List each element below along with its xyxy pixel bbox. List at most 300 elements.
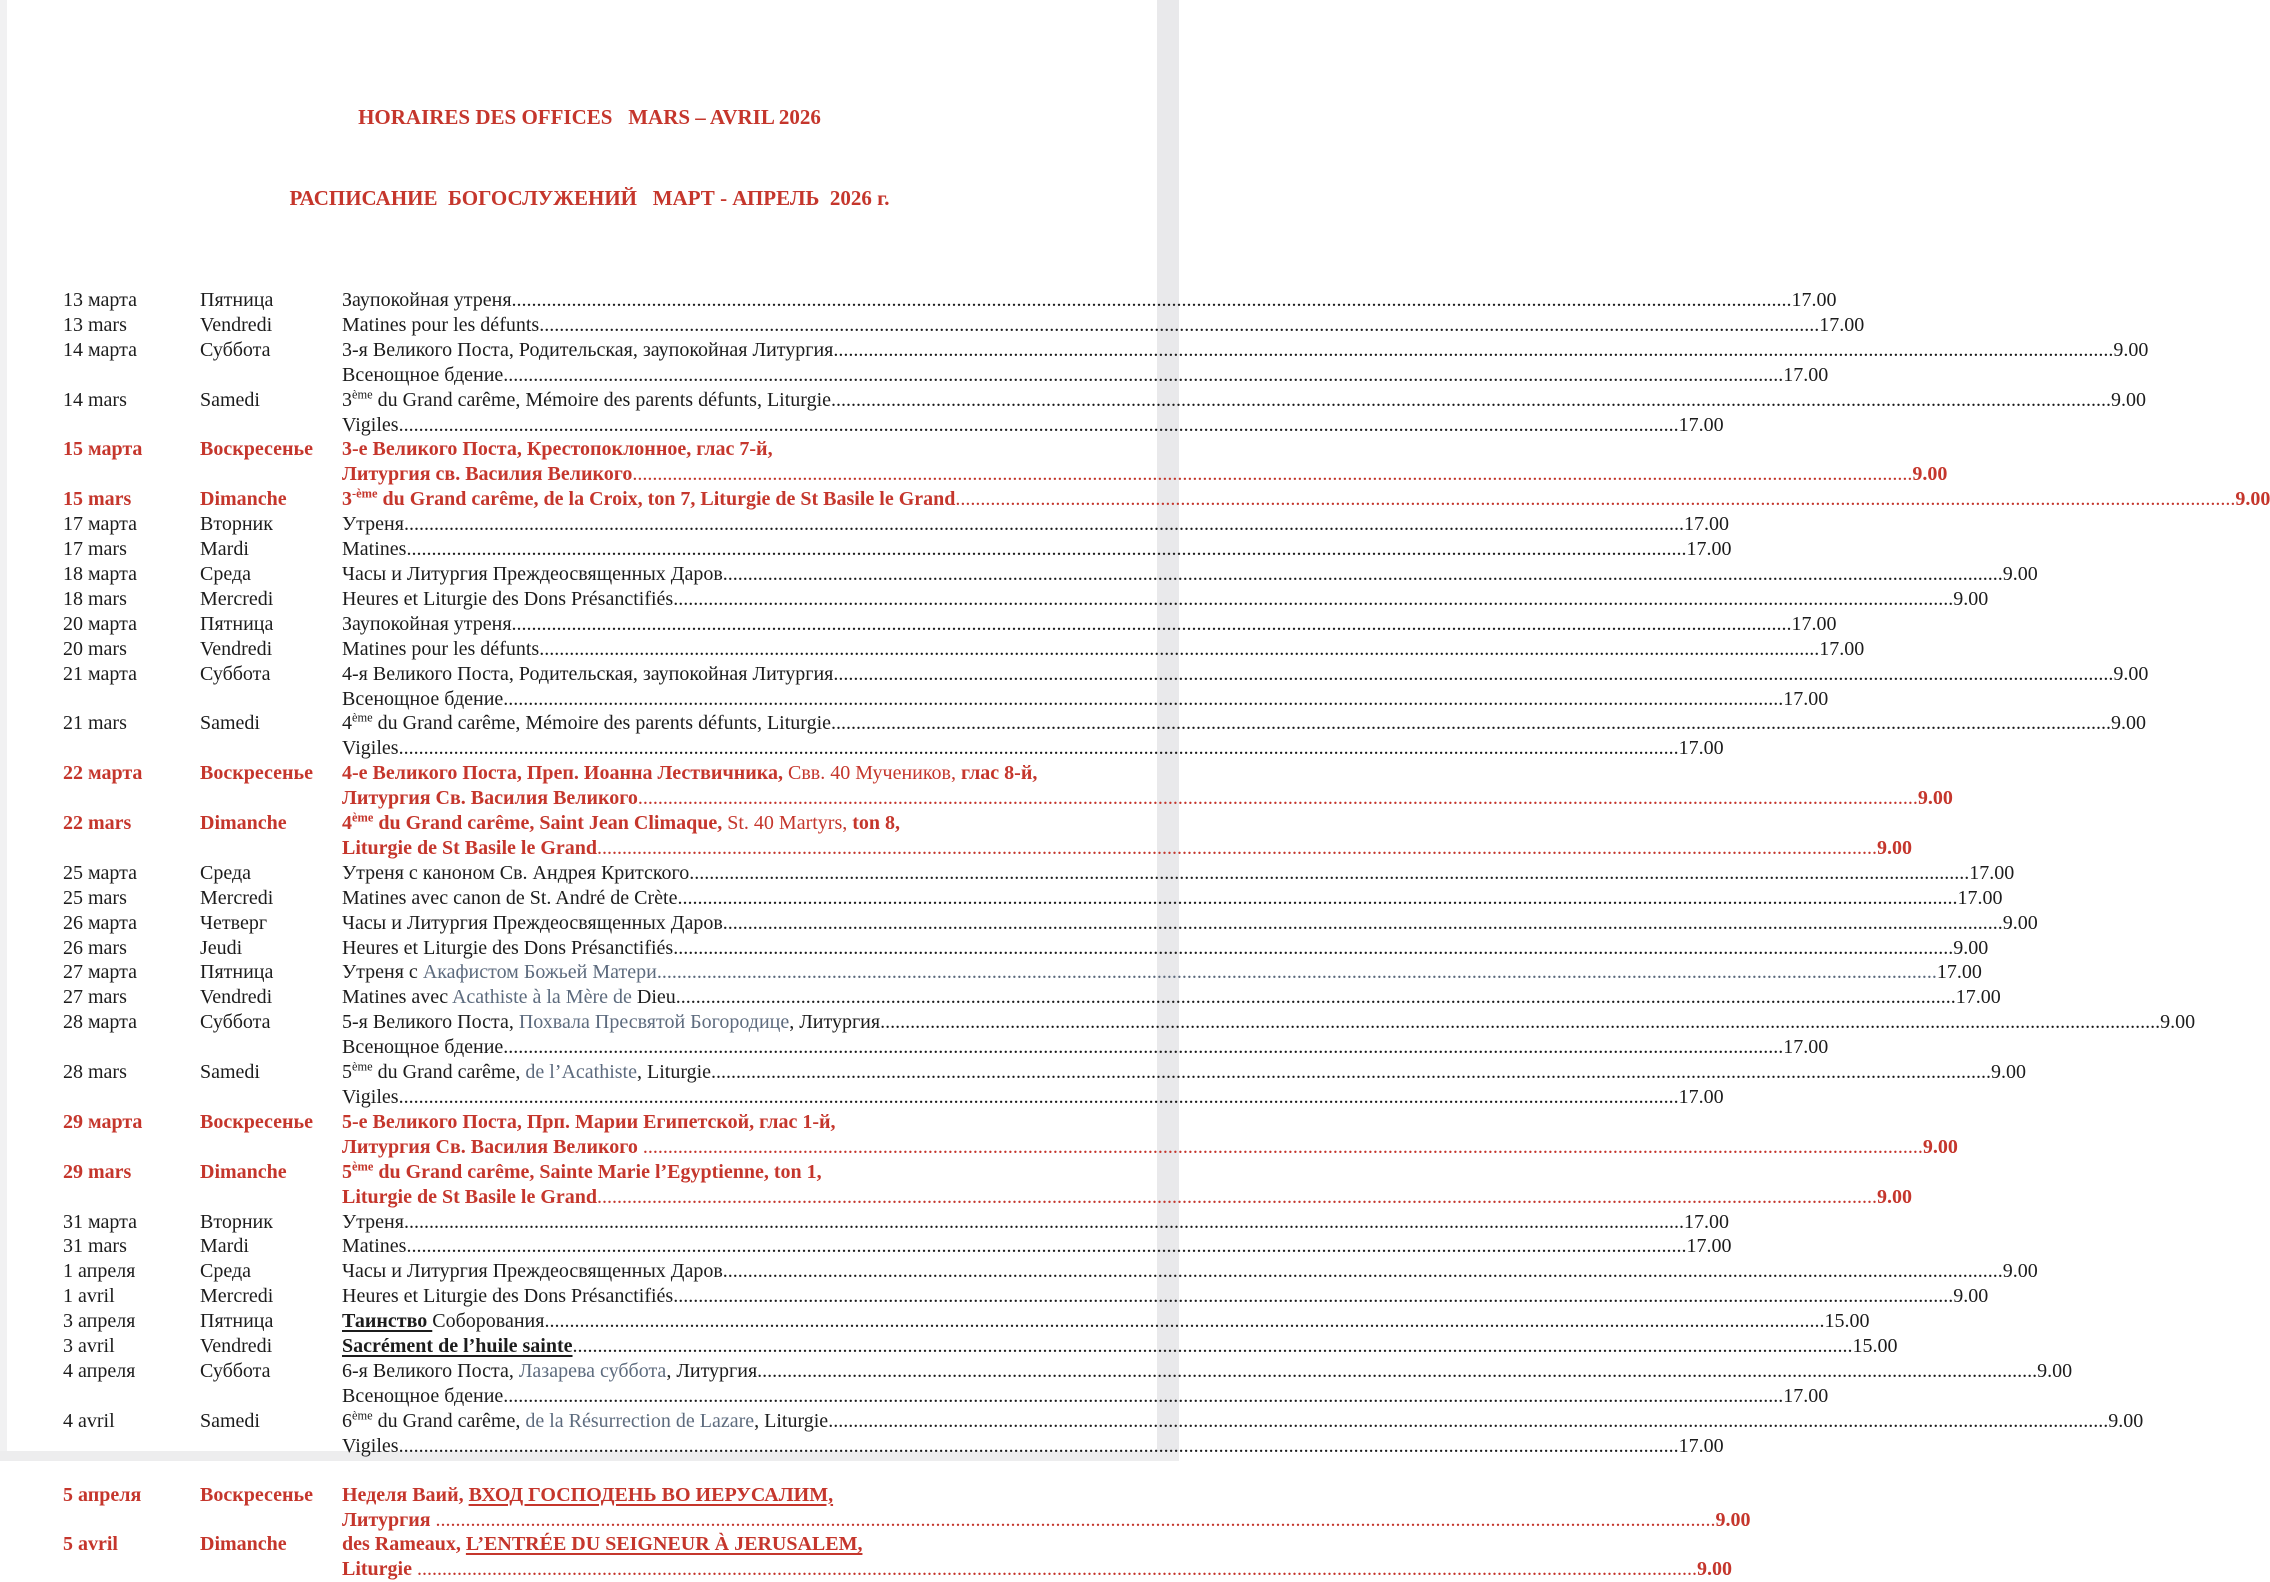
row-description [342,710,2147,736]
service-text-segment: Heures et Liturgie des Dons Présanctifiés [342,936,674,959]
row-time: 17.00 [1678,1434,1724,1457]
dot-leader [828,1409,2108,1434]
row-service-text [342,911,723,936]
row-date: 28 марта [63,1011,137,1034]
row-description [342,587,1989,612]
schedule-row [63,1085,1724,1110]
row-description [342,1434,1724,1459]
row-description [342,1185,1912,1210]
service-text-segment: Heures et Liturgie des Dons Présanctifiés [342,1285,674,1308]
schedule-row [63,338,2149,363]
row-time: 17.00 [1783,1036,1829,1059]
service-text-segment: 4-я Великого Поста, Родительская, заупокойная Литургия [342,662,834,685]
dot-leader [539,313,1819,338]
row-day [200,413,342,438]
row-service-text [342,1259,723,1284]
schedule-row [63,1160,1113,1185]
schedule-row [63,363,1829,388]
row-day: Vendredi [200,986,273,1009]
row-day: Пятница [200,1310,274,1333]
row-description [342,1059,2027,1085]
row-time: 9.00 [1922,1135,1958,1158]
row-day: Mardi [200,1235,249,1258]
row-day: Dimanche [200,1160,287,1183]
row-service-text [342,761,1037,786]
service-text-segment: Всенощное бдение [342,687,504,710]
service-text-segment: 5 [342,1160,352,1183]
dot-leader [539,637,1819,662]
dot-leader [404,1210,1684,1235]
dot-leader [512,612,1792,637]
service-text-segment: Matines avec canon de St. André de Crète [342,886,678,909]
row-date: 3 апреля [63,1310,136,1333]
service-text-segment: Литургия [342,1508,436,1531]
schedule-row [63,662,2149,687]
row-date: 27 mars [63,986,127,1009]
row-date: 25 марта [63,861,137,884]
row-service-text [342,512,404,537]
row-date: 1 апреля [63,1260,136,1283]
row-day: Mardi [200,538,249,561]
service-text-segment: ème [352,1159,374,1174]
dot-leader [657,960,1937,985]
service-text-segment: Похвала Пресвятой Богородице [518,1011,790,1034]
row-date: 14 марта [63,338,137,361]
row-day: Dimanche [200,1533,287,1556]
row-day: Среда [200,562,252,585]
row-day: Суббота [200,338,271,361]
service-text-segment: 6-я Великого Поста, [342,1359,519,1382]
service-text-segment: Акафистом Божьей Матери [422,961,657,984]
dot-leader [632,462,1912,487]
row-description [342,386,2147,413]
row-date [63,1135,200,1160]
row-date: 17 mars [63,538,127,561]
service-text-segment: Всенощное бдение [342,1036,504,1059]
row-service-text [342,1135,643,1160]
row-description [342,1085,1724,1110]
row-description [342,1110,1113,1135]
row-date: 17 марта [63,513,137,536]
row-service-text [342,811,900,836]
row-date: 5 avril [63,1533,118,1556]
service-text-segment: Утреня с [342,961,423,984]
row-date [63,1035,200,1060]
row-date: 22 mars [63,812,132,835]
row-time: 9.00 [2002,911,2038,934]
service-text-segment: 6 [342,1409,352,1432]
row-day: Mercredi [200,886,274,909]
row-description [342,1234,1732,1259]
row-day [200,736,342,761]
row-description [342,1483,1113,1508]
dot-leader [673,1284,1953,1309]
dot-leader [406,537,1686,562]
dot-leader [573,1334,1853,1359]
service-text-segment: St. 40 Martyrs, [727,812,853,835]
schedule-row [63,288,1837,313]
schedule-row [63,437,1113,462]
schedule-row [63,612,1837,637]
row-description [342,512,1729,537]
row-day: Dimanche [200,812,287,835]
service-text-segment: Vigiles [342,1434,399,1457]
schedule-row [63,413,1724,438]
schedule-row [63,710,2147,736]
dot-leader [544,1309,1824,1334]
service-text-segment: des Rameaux, [342,1533,466,1556]
service-text-segment: du Grand carême, Saint Jean Climaque, [373,812,728,835]
service-text-segment: Утреня [342,1210,404,1233]
row-service-text [342,985,676,1010]
row-description [342,1010,2196,1035]
row-description [342,1334,1898,1359]
row-day [200,1434,342,1459]
service-text-segment: 3-я Великого Поста, Родительская, заупокойная Литургия [342,338,834,361]
row-service-text [342,1508,436,1533]
service-text-segment: Vigiles [342,1086,399,1108]
row-date [63,1185,200,1210]
row-service-text [342,413,399,438]
row-service-text [342,1532,862,1557]
row-description [342,562,2038,587]
row-date: 21 марта [63,662,137,685]
service-text-segment: Всенощное бдение [342,363,504,386]
service-text-segment: Свв. 40 Мучеников, [788,762,961,785]
row-time: 9.00 [1917,787,1953,810]
schedule-row [63,1384,1829,1409]
row-day: Dimanche [200,488,287,511]
service-text-segment: Heures et Liturgie des Dons Présanctifiés [342,587,674,610]
row-time: 9.00 [1953,1285,1989,1308]
row-service-text [342,338,833,363]
row-description [342,288,1837,313]
dot-leader [436,1508,1716,1533]
row-time: 9.00 [2108,1409,2144,1432]
schedule-row [63,985,2001,1010]
row-time: 15.00 [1824,1310,1870,1333]
row-description [342,537,1732,562]
row-date: 18 марта [63,562,137,585]
dot-leader [689,861,1969,886]
row-date [63,363,200,388]
service-text-segment: Часы и Литургия Преждеосвященных Даров [342,1260,723,1283]
service-text-segment: , Литургия [789,1011,881,1034]
row-day: Вторник [200,513,273,536]
row-service-text [342,537,406,562]
service-text-segment: Заупокойная утреня [342,612,512,635]
row-day [200,687,342,712]
row-day: Samedi [200,712,260,735]
row-date: 18 mars [63,587,127,610]
dot-leader [503,1384,1783,1409]
service-text-segment: Заупокойная утреня [342,289,512,311]
row-day [200,1185,342,1210]
schedule-row [63,1408,2144,1434]
row-service-text [342,587,673,612]
schedule-row [63,537,1732,562]
service-text-segment: de la Résurrection de Lazare [525,1409,755,1432]
row-service-text [342,562,723,587]
schedule-row [63,861,2015,886]
schedule-row [63,1059,2027,1085]
service-text-segment: Matines [342,538,407,561]
service-text-segment: Liturgie de St Basile le Grand [342,1185,597,1208]
row-time: 9.00 [2037,1359,2073,1382]
schedule-row [63,1210,1729,1235]
row-service-text [342,1384,503,1409]
row-service-text [342,886,677,911]
row-service-text [342,687,503,712]
schedule-row [63,562,2038,587]
row-time: 17.00 [1678,737,1724,760]
row-time: 9.00 [2113,338,2149,361]
schedule-row [63,313,1865,338]
service-text-segment: de l’Acathiste [525,1061,637,1084]
row-service-text [342,437,773,462]
row-date: 4 апреля [63,1359,136,1382]
row-day: Mercredi [200,587,274,610]
schedule-row [63,886,2003,911]
schedule-row [63,486,2270,512]
row-description [342,761,1113,786]
row-date: 28 mars [63,1061,127,1084]
dot-leader [399,736,1679,761]
row-description [342,363,1829,388]
service-text-segment: du Grand carême, de la Croix, ton 7, Liturgie de St Basile le Grand [377,488,956,511]
row-day: Воскресенье [200,1483,313,1506]
service-text-segment: Acathiste à la Mère de [451,986,637,1009]
row-description [342,637,1865,662]
row-day: Воскресенье [200,438,313,461]
row-service-text [342,836,597,861]
schedule-row [63,786,1953,811]
row-service-text [342,1409,828,1434]
schedule-row [63,1259,2038,1284]
row-time: 17.00 [1957,886,2003,909]
row-date: 4 avril [63,1409,115,1432]
service-text-segment: Неделя Ваий, [342,1483,469,1506]
row-service-text [342,1334,573,1359]
row-date [63,413,200,438]
title-french: HORAIRES DES OFFICES MARS – AVRIL 2026 [358,105,821,129]
row-description [342,437,1113,462]
dot-leader [399,413,1679,438]
row-service-text [342,612,512,637]
service-text-segment: 4 [342,712,352,735]
schedule-row [63,1508,1751,1533]
row-description [342,786,1953,811]
row-date [63,687,200,712]
row-service-text [342,313,539,338]
row-date: 20 марта [63,612,137,635]
row-description [342,313,1865,338]
row-service-text [342,637,539,662]
dot-leader [673,936,1953,961]
row-time: 9.00 [1697,1558,1732,1581]
row-date [63,462,200,487]
service-text-segment: du Grand carême, Mémoire des parents défunts, Liturgie [372,712,832,735]
dot-leader [406,1234,1686,1259]
row-day: Четверг [200,911,268,934]
row-description [342,462,1948,487]
row-service-text [342,861,689,886]
row-description [342,811,1113,836]
dot-leader [676,985,1956,1010]
row-time: 17.00 [1791,612,1837,635]
service-text-segment: , Liturgie [754,1409,829,1432]
row-day: Mercredi [200,1285,274,1308]
row-date: 20 mars [63,637,127,660]
service-text-segment: 4-е Великого Поста, Преп. Иоанна Лествичника, [342,762,788,785]
row-day [200,1384,342,1409]
service-text-segment: du Grand carême, Mémoire des parents défunts, Liturgie [372,388,832,411]
dot-leader [677,886,1957,911]
schedule-row [63,1309,1870,1334]
service-text-segment: Часы и Литургия Преждеосвященных Даров [342,911,723,934]
service-text-segment: 3 [342,388,352,411]
schedule-row [63,960,1982,985]
service-text-segment: , Литургия [666,1359,758,1382]
schedule-row [63,761,1113,786]
dot-leader [643,1135,1923,1160]
row-time: 17.00 [1783,1384,1829,1407]
service-text-segment: ème [352,1059,373,1074]
row-time: 15.00 [1852,1335,1898,1358]
row-description [342,1135,1958,1160]
row-time: 17.00 [1783,363,1829,386]
dot-leader [503,687,1783,712]
row-description [342,911,2038,936]
row-service-text [342,388,831,413]
service-text-segment: Sacrément de l’huile sainte [342,1335,573,1358]
row-description [342,1035,1829,1060]
row-day: Суббота [200,1011,271,1034]
service-text-segment: Liturgie [342,1558,417,1581]
row-date [63,1085,200,1110]
service-text-segment: Matines pour les défunts [342,313,540,336]
row-date: 21 mars [63,712,127,735]
row-date [63,1508,200,1533]
service-text-segment: Лазарева суббота [518,1359,667,1382]
row-description [342,960,1982,985]
row-day: Среда [200,1260,252,1283]
row-day [200,462,342,487]
dot-leader [723,562,2003,587]
row-time: 9.00 [1912,463,1948,486]
row-day [200,363,342,388]
row-day: Пятница [200,612,274,635]
schedule-row [63,1010,2196,1035]
schedule-row [63,1110,1113,1135]
service-text-segment: ème [352,1408,373,1423]
row-time: 9.00 [1877,836,1912,859]
row-service-text [342,363,503,388]
row-description [342,1309,1870,1334]
row-time: 9.00 [1715,1508,1751,1531]
row-date: 13 марта [63,289,137,311]
schedule-row [63,462,1948,487]
dot-leader [833,662,2113,687]
dot-leader [597,1185,1877,1210]
service-text-segment: Литургия Св. Василия Великого [342,787,638,810]
service-text-segment: Всенощное бдение [342,1384,504,1407]
schedule-row [63,1185,1912,1210]
schedule-row [63,1284,1989,1309]
row-date [63,736,200,761]
row-day: Samedi [200,1061,260,1084]
dot-leader [673,587,1953,612]
dot-leader [399,1085,1679,1110]
row-date: 31 марта [63,1210,137,1233]
row-time: 9.00 [1953,936,1989,959]
row-description [342,486,2270,512]
title-russian: РАСПИСАНИЕ БОГОСЛУЖЕНИЙ МАРТ - АПРЕЛЬ 2026 г. [289,186,890,210]
row-description [342,1508,1751,1533]
row-description [342,1532,1113,1557]
service-text-segment: du Grand carême, [372,1409,526,1432]
service-text-segment: Vigiles [342,737,399,760]
row-date [63,836,200,861]
row-service-text [342,786,638,811]
row-description [342,413,1724,438]
row-service-text [342,1234,406,1259]
row-date: 31 mars [63,1235,127,1258]
row-description [342,1210,1729,1235]
row-description [342,836,1912,861]
row-day: Samedi [200,1409,260,1432]
schedule-row [63,911,2038,936]
row-time: 17.00 [1686,538,1732,561]
schedule-row [63,836,1912,861]
service-text-segment: Matines avec [342,986,452,1009]
row-time: 17.00 [1791,289,1837,311]
dot-leader [399,1434,1679,1459]
row-day [200,1557,342,1582]
row-day: Воскресенье [200,1110,313,1133]
row-service-text [342,960,657,985]
row-service-text [342,1035,503,1060]
row-time: 17.00 [1683,513,1729,536]
row-service-text [342,288,512,313]
row-time: 17.00 [1969,861,2015,884]
row-service-text [342,1085,399,1110]
dot-leader [833,338,2113,363]
row-date: 15 марта [63,438,143,461]
row-description [342,886,2003,911]
schedule-row [63,736,1724,761]
row-day: Пятница [200,289,274,311]
service-text-segment: ème [352,710,373,725]
schedule-row [63,936,1989,961]
document-header [0,0,1179,266]
row-day [200,1085,342,1110]
row-day [200,1135,342,1160]
dot-leader [404,512,1684,537]
row-service-text [342,1557,417,1582]
row-time: 17.00 [1783,687,1829,710]
service-text-segment: , Liturgie [636,1061,712,1084]
row-service-text [342,1110,836,1135]
row-service-text [342,711,831,736]
service-text-segment: Liturgie de St Basile le Grand [342,836,597,859]
service-text-segment: 5-я Великого Поста, [342,1011,519,1034]
row-description [342,612,1837,637]
row-service-text [342,1185,597,1210]
schedule-row [63,1557,1732,1582]
service-text-segment: du Grand carême, Sainte Marie l’Egyptienne, ton 1, [373,1160,822,1183]
service-text-segment: 5-е Великого Поста, Прп. Марии Египетской, глас 1-й, [342,1110,836,1133]
